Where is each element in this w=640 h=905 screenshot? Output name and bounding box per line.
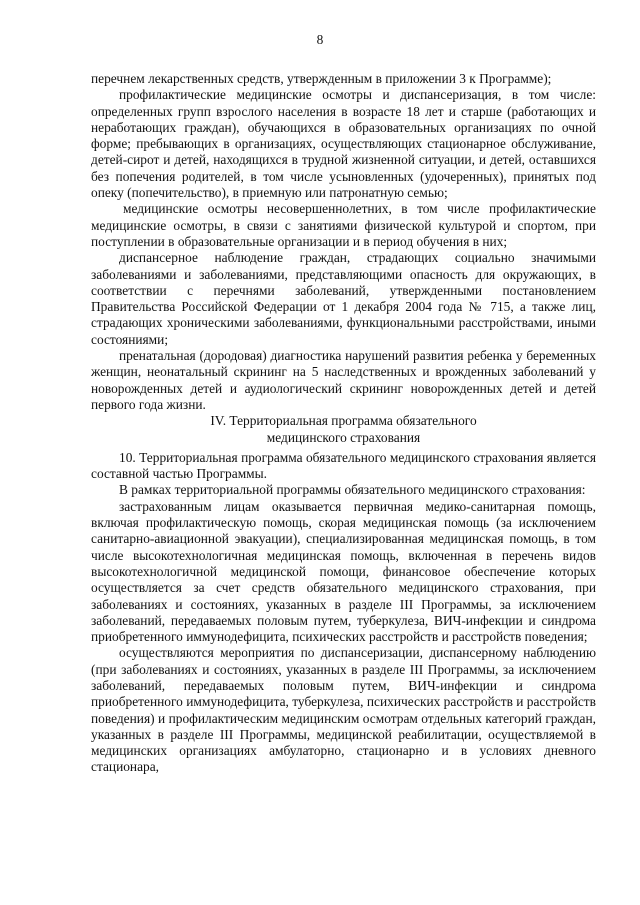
paragraph-within-program: В рамках территориальной программы обязательного медицинского страхования: <box>119 482 586 498</box>
section-title-line-2: медицинского страхования <box>266 429 421 445</box>
paragraph-insured-persons: застрахованным лицам оказывается первичная медико-санитарная помощь, включая профилактическую помощь, скорая медицинская помощь (за исключением санитарно-авиационной эвакуации), специализированная медицинская помощь, в том числе высокотехнологичная медицинская помощь, включенная в перечень видов высокотехнологичной медицинской помощи, финансовое обеспечение которых осуществляется за счет средств обязательного медицинского страхования, при заболеваниях и состояниях, указанных в разделе III Программы, за исключением заболеваний, передаваемых половым путем, туберкулеза, ВИЧ-инфекции и синдрома приобретенного иммунодефицита, психических расстройств и расстройств поведения; <box>91 498 596 645</box>
paragraph-continuation: перечнем лекарственных средств, утвержденным в приложении 3 к Программе); <box>91 71 552 86</box>
paragraph-dispensary-observation: диспансерное наблюдение граждан, страдающих социально значимыми заболеваниями и заболеваниями, представляющими опасность для окружающих, в соответствии с перечнями заболеваний, утвержденными постановлением Правительства Российской Федерации от 1 декабря 2004 года № 715, а также лиц, страдающих хроническими заболеваниями, функциональными расстройствами, иными состояниями; <box>91 250 596 347</box>
paragraph-program-part: 10. Территориальная программа обязательного медицинского страхования является составной частью Программы. <box>91 449 596 482</box>
paragraph-preventive-checkups: профилактические медицинские осмотры и диспансеризация, в том числе: определенных групп взрослого населения в возрасте 18 лет и старше (работающих и неработающих граждан), обучающихся в образовательных организациях по очной форме; пребывающих в организациях, осуществляющих стационарное обслуживание, детей-сирот и детей, находящихся в трудной жизненной ситуации, и детей, оставшихся без попечения родителей, в том числе усыновленных (удочеренных), принятых под опеку (попечительство), в приемную или патронатную семью; <box>91 87 596 201</box>
document-body <box>91 71 596 776</box>
paragraph-prenatal-diagnostics: пренатальная (дородовая) диагностика нарушений развития ребенка у беременных женщин, неонатальный скрининг на 5 наследственных и врожденных заболеваний у новорожденных детей и аудиологический скрининг новорожденных детей и детей первого года жизни. <box>91 348 596 412</box>
section-title-line-1: IV. Территориальная программа обязательного <box>210 413 477 429</box>
page-number: 8 <box>316 32 324 47</box>
paragraph-activities: осуществляются мероприятия по диспансеризации, диспансерному наблюдению (при заболеваниях и состояниях, указанных в разделе III Программы, за исключением заболеваний, передаваемых половым путем, ВИЧ-инфекции и синдрома приобретенного иммунодефицита, туберкулеза, психических расстройств и расстройств поведения) и профилактическим медицинским осмотрам отдельных категорий граждан, указанных в разделе III Программы, медицинской реабилитации, осуществляемой в медицинских организациях амбулаторно, стационарно и в условиях дневного стационара, <box>91 645 596 775</box>
paragraph-minors-checkups: медицинские осмотры несовершеннолетних, в том числе профилактические медицинские осмотры, в связи с занятиями физической культурой и спортом, при поступлении в образовательные организации и в период обучения в них; <box>91 201 596 249</box>
